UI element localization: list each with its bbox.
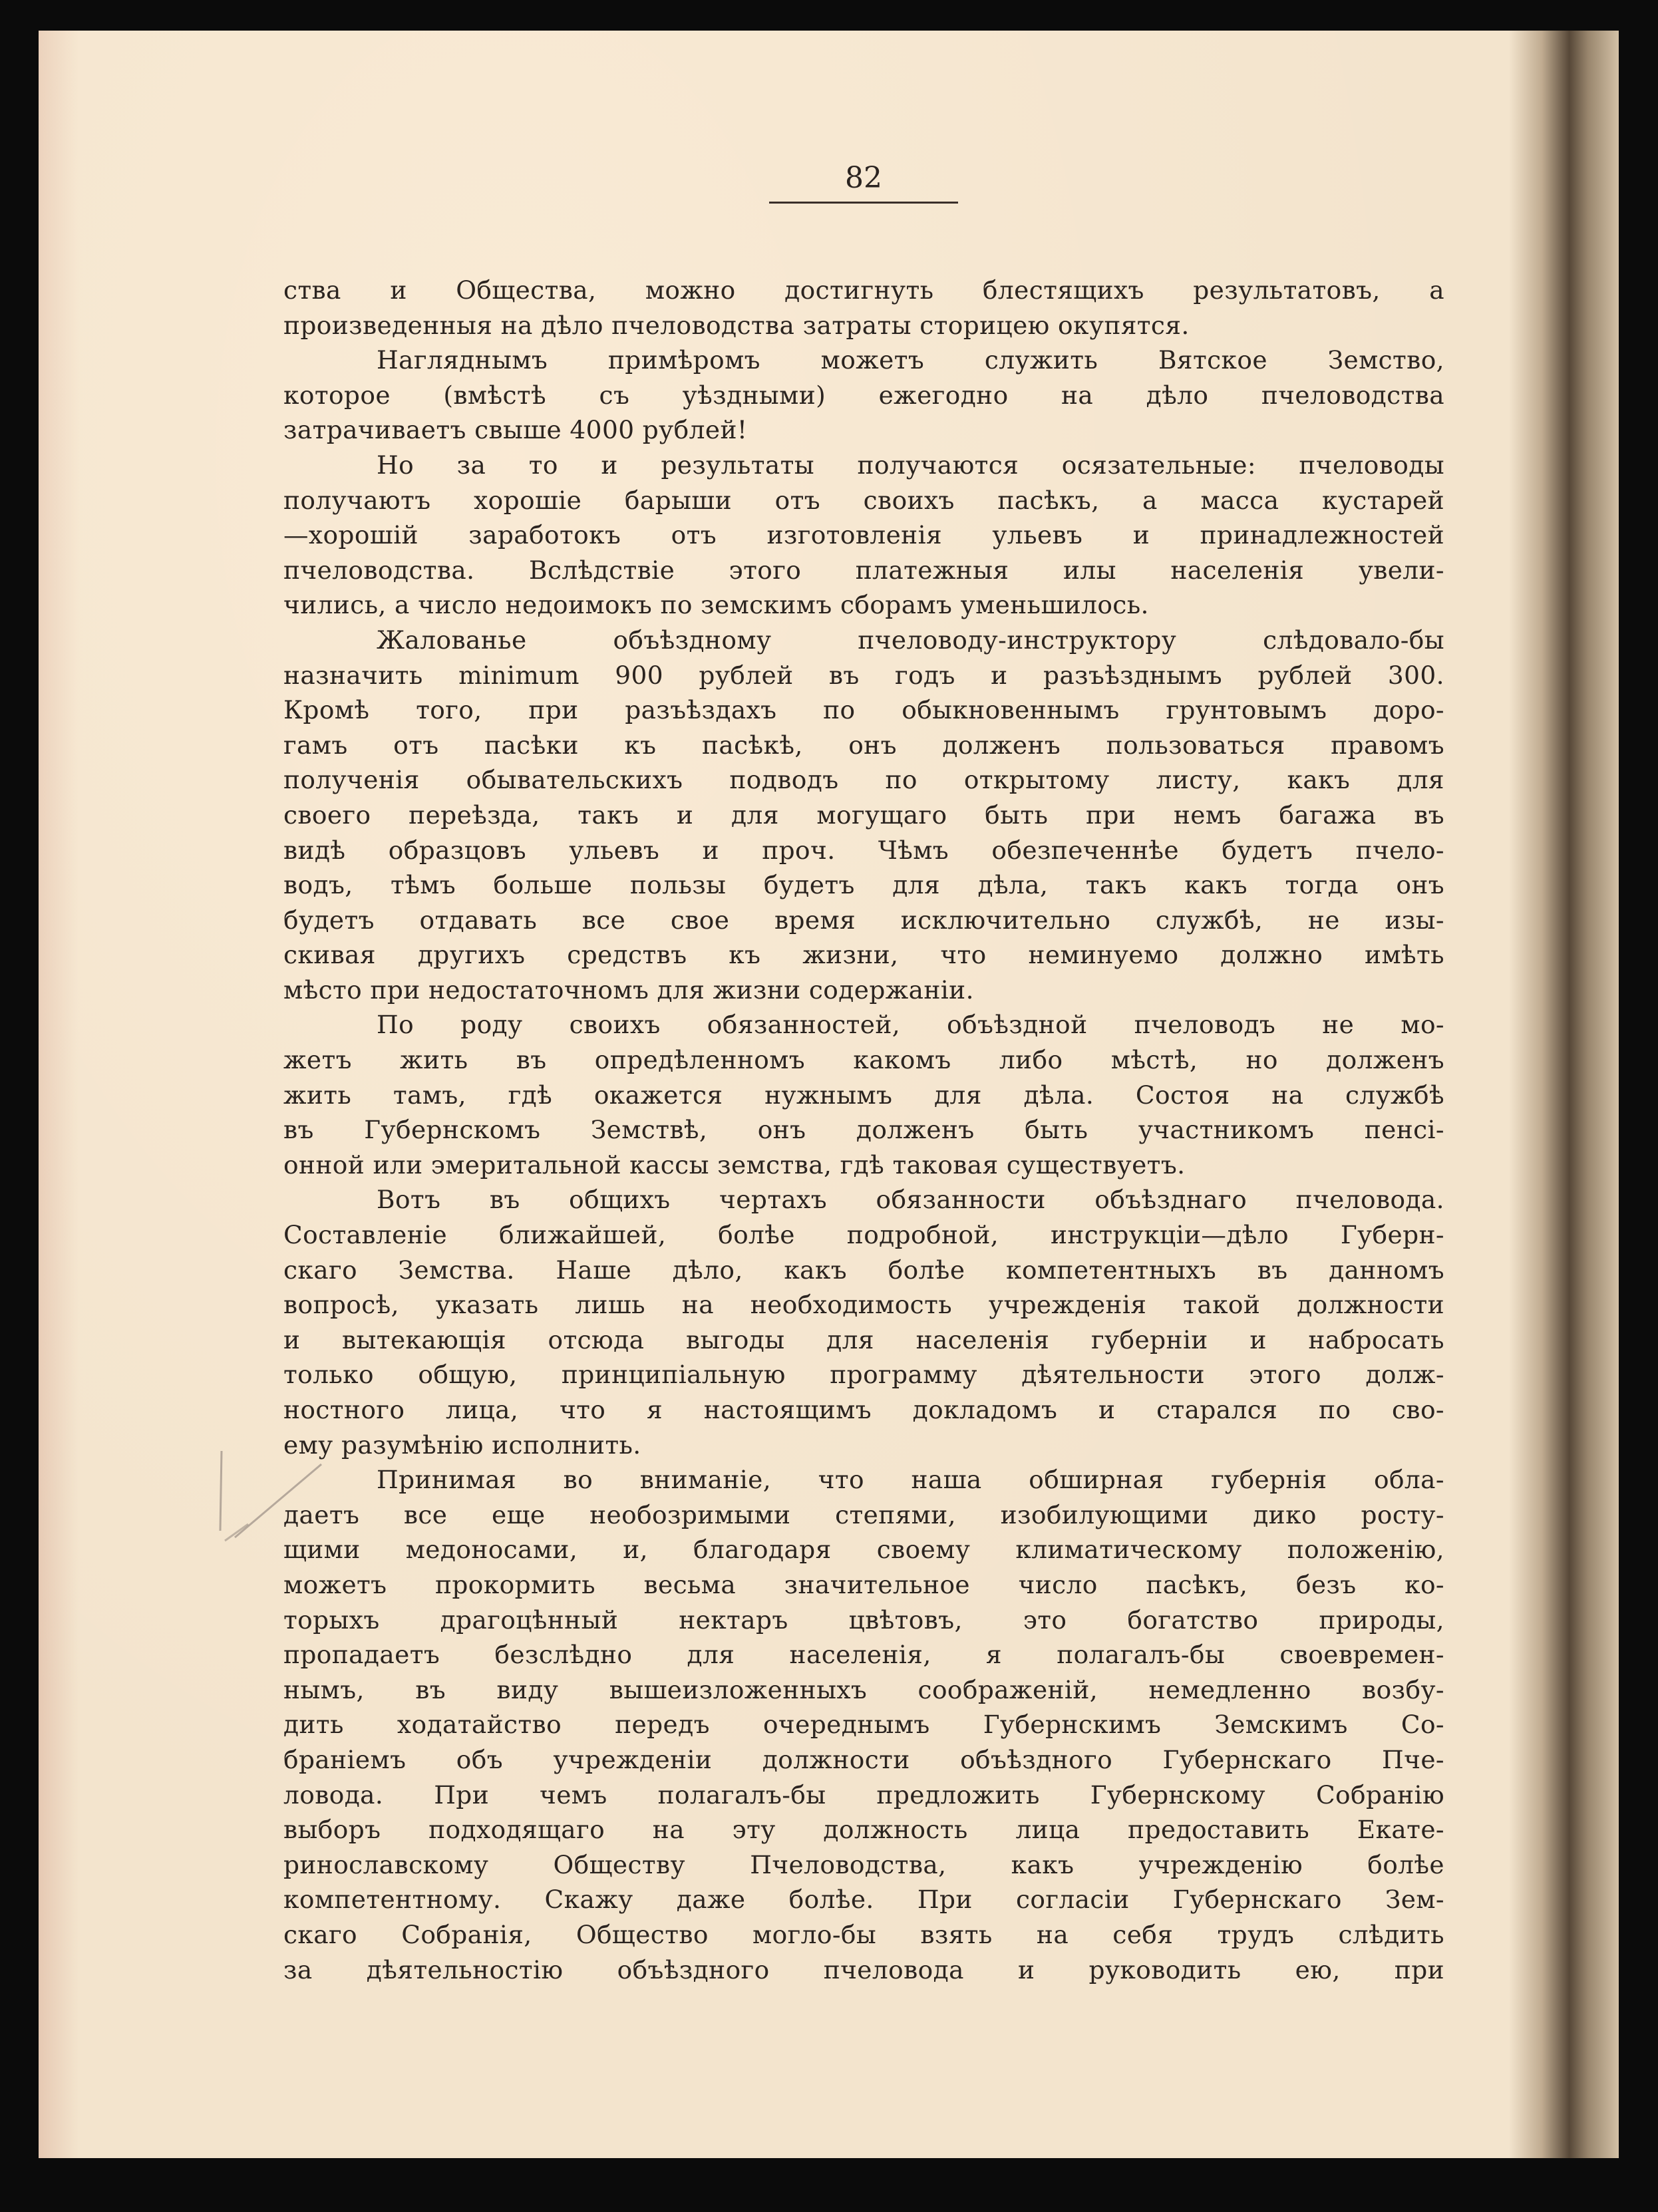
text-line: жить тамъ, гдѣ окажется нужнымъ для дѣла. Состоя на службѣ [283,1080,1444,1110]
text-line: торыхъ драгоцѣнный нектаръ цвѣтовъ, это богатство природы, [283,1605,1444,1635]
text-line: жетъ жить въ опредѣленномъ какомъ либо мѣстѣ, но долженъ [283,1045,1444,1075]
text-line: ностного лица, что я настоящимъ докладомъ и старался по сво- [283,1395,1444,1424]
text-line: выборъ подходящаго на эту должность лица предоставить Екате- [283,1815,1444,1845]
text-line: даетъ все еще необозримыми степями, изобилующими дико росту- [283,1500,1444,1529]
text-line: ринославскому Обществу Пчеловодства, какъ учрежденію болѣе [283,1849,1444,1879]
text-line: затрачиваетъ свыше 4000 рублей! [283,415,748,445]
text-line: которое (вмѣстѣ съ уѣздными) ежегодно на дѣло пчеловодства [283,380,1444,410]
text-line: браніемъ объ учрежденіи должности объѣздного Губернскаго Пче- [283,1744,1444,1774]
text-line: скивая другихъ средствъ къ жизни, что неминуемо должно имѣть [283,940,1444,970]
page-gutter-shadow [1509,31,1619,2158]
text-line: компетентному. Скажу даже болѣе. При согласіи Губернскаго Зем- [283,1885,1444,1915]
text-line: только общую, принципіальную программу дѣятельности этого долж- [283,1360,1444,1390]
text-line: назначить minimum 900 рублей въ годъ и разъѣзднымъ рублей 300. [283,660,1444,690]
text-line: въ Губернскомъ Земствѣ, онъ долженъ быть участникомъ пенсі- [283,1115,1444,1145]
text-line: щими медоносами, и, благодаря своему климатическому положенію, [283,1535,1444,1565]
text-line: Составленіе ближайшей, болѣе подробной, инструкціи—дѣло Губерн- [283,1220,1444,1250]
text-line: вопросѣ, указать лишь на необходимость учрежденія такой должности [283,1290,1444,1320]
text-line: Нагляднымъ примѣромъ можетъ служить Вятское Земство, [377,345,1444,375]
text-line: Принимая во вниманіе, что наша обширная губернія обла- [377,1465,1444,1495]
text-line: гамъ отъ пасѣки къ пасѣкѣ, онъ долженъ пользоваться правомъ [283,730,1444,760]
text-line: дить ходатайство передъ очереднымъ Губернскимъ Земскимъ Со- [283,1710,1444,1740]
text-line: своего переѣзда, такъ и для могущаго быть при немъ багажа въ [283,800,1444,830]
text-line: скаго Собранія, Общество могло-бы взять на себя трудъ слѣдить [283,1919,1444,1949]
text-line: Вотъ въ общихъ чертахъ обязанности объѣзднаго пчеловода. [377,1185,1444,1215]
text-line: можетъ прокормить весьма значительное число пасѣкъ, безъ ко- [283,1569,1444,1599]
text-line: По роду своихъ обязанностей, объѣздной пчеловодъ не мо- [377,1010,1444,1040]
text-line: произведенныя на дѣло пчеловодства затраты сторицею окупятся. [283,310,1190,340]
text-line: Жалованье объѣздному пчеловоду-инструктору слѣдовало-бы [377,625,1444,655]
text-line: —хорошій заработокъ отъ изготовленія ульевъ и принадлежностей [283,520,1444,550]
text-line: будетъ отдавать все свое время исключительно службѣ, не изы- [283,905,1444,935]
text-line: Кромѣ того, при разъѣздахъ по обыкновеннымъ грунтовымъ доро- [283,695,1444,725]
page-body-text [283,273,1444,1987]
text-line: мѣсто при недостаточномъ для жизни содержаніи. [283,975,974,1005]
text-line: ловода. При чемъ полагалъ-бы предложить Губернскому Собранію [283,1780,1444,1810]
text-line: полученія обывательскихъ подводъ по открытому листу, какъ для [283,765,1444,795]
text-line: ему разумѣнію исполнить. [283,1430,641,1460]
text-line: скаго Земства. Наше дѣло, какъ болѣе компетентныхъ въ данномъ [283,1255,1444,1285]
text-line: Но за то и результаты получаются осязательные: пчеловоды [377,450,1444,480]
book-page [39,31,1619,2158]
text-line: за дѣятельностію объѣздного пчеловода и руководить ею, при [283,1955,1444,1984]
text-line: онной или эмеритальной кассы земства, гдѣ таковая существуетъ. [283,1150,1186,1180]
text-line: пропадаетъ безслѣдно для населенія, я полагалъ-бы своевремен- [283,1640,1444,1670]
text-line: чились, а число недоимокъ по земскимъ сборамъ уменьшилось. [283,590,1149,620]
text-line: ства и Общества, можно достигнуть блестящихъ результатовъ, а [283,275,1444,305]
text-line: нымъ, въ виду вышеизложенныхъ соображеній, немедленно возбу- [283,1674,1444,1704]
text-line: получаютъ хорошіе барыши отъ своихъ пасѣкъ, а масса кустарей [283,485,1444,515]
text-line: видѣ образцовъ ульевъ и проч. Чѣмъ обезпеченнѣе будетъ пчело- [283,835,1444,865]
page-number: 82 [769,161,958,204]
text-line: и вытекающія отсюда выгоды для населенія губерніи и набросать [283,1325,1444,1354]
text-line: пчеловодства. Вслѣдствіе этого платежныя илы населенія увели- [283,555,1444,585]
text-line: водъ, тѣмъ больше пользы будетъ для дѣла, такъ какъ тогда онъ [283,870,1444,900]
